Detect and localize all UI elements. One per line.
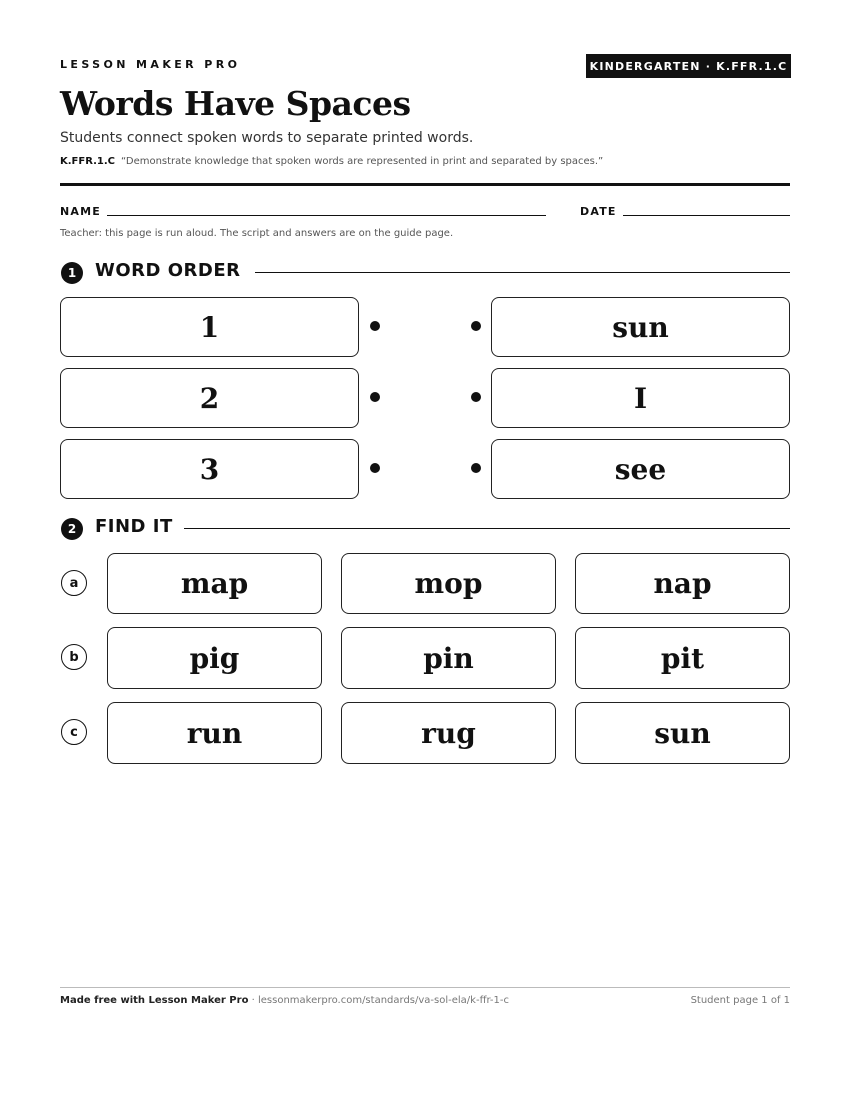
match-dot-right[interactable]: [471, 463, 481, 473]
row-letter-a: a: [61, 570, 87, 596]
name-label: NAME: [60, 205, 101, 218]
grade-standard-badge: KINDERGARTEN · K.FFR.1.C: [586, 54, 791, 78]
match-dot-right[interactable]: [471, 392, 481, 402]
match-dot-left[interactable]: [370, 392, 380, 402]
match-dot-left[interactable]: [370, 321, 380, 331]
order-word-card: see: [491, 439, 790, 499]
find-word-card[interactable]: map: [107, 553, 322, 614]
order-word-card: I: [491, 368, 790, 428]
row-letter-b: b: [61, 644, 87, 670]
teacher-note: Teacher: this page is run aloud. The script and answers are on the guide page.: [60, 228, 454, 239]
order-number-card: 2: [60, 368, 359, 428]
footer-rule: [60, 987, 790, 988]
page-subtitle: Students connect spoken words to separate printed words.: [60, 130, 474, 146]
standard-text: “Demonstrate knowledge that spoken words are represented in print and separated by spaces.”: [121, 156, 604, 167]
date-field-line[interactable]: [623, 215, 790, 216]
find-word-card[interactable]: pig: [107, 627, 322, 689]
standard-code: K.FFR.1.C: [60, 156, 115, 167]
section-2-rule: [184, 528, 790, 529]
order-number-card: 3: [60, 439, 359, 499]
order-number-card: 1: [60, 297, 359, 357]
match-dot-right[interactable]: [471, 321, 481, 331]
brand-name: LESSON MAKER PRO: [60, 58, 241, 71]
footer-url[interactable]: · lessonmakerpro.com/standards/va-sol-ela/k-ffr-1-c: [248, 995, 510, 1006]
find-word-card[interactable]: sun: [575, 702, 790, 764]
find-word-card[interactable]: pin: [341, 627, 556, 689]
section-1-title: WORD ORDER: [95, 260, 241, 281]
name-field-line[interactable]: [107, 215, 546, 216]
header-rule: [60, 183, 790, 186]
section-1-rule: [255, 272, 790, 273]
find-word-card[interactable]: mop: [341, 553, 556, 614]
date-label: DATE: [580, 205, 617, 218]
footer-credit: [60, 995, 509, 1006]
find-word-card[interactable]: pit: [575, 627, 790, 689]
footer-page-number: Student page 1 of 1: [690, 995, 790, 1006]
find-word-card[interactable]: rug: [341, 702, 556, 764]
find-word-card[interactable]: run: [107, 702, 322, 764]
section-2-number: 2: [61, 518, 83, 540]
section-2-title: FIND IT: [95, 516, 173, 537]
order-word-card: sun: [491, 297, 790, 357]
footer-made-with: Made free with Lesson Maker Pro: [60, 995, 249, 1006]
section-1-number: 1: [61, 262, 83, 284]
standard-line: [60, 156, 603, 167]
page-title: Words Have Spaces: [60, 84, 411, 123]
find-word-card[interactable]: nap: [575, 553, 790, 614]
match-dot-left[interactable]: [370, 463, 380, 473]
row-letter-c: c: [61, 719, 87, 745]
